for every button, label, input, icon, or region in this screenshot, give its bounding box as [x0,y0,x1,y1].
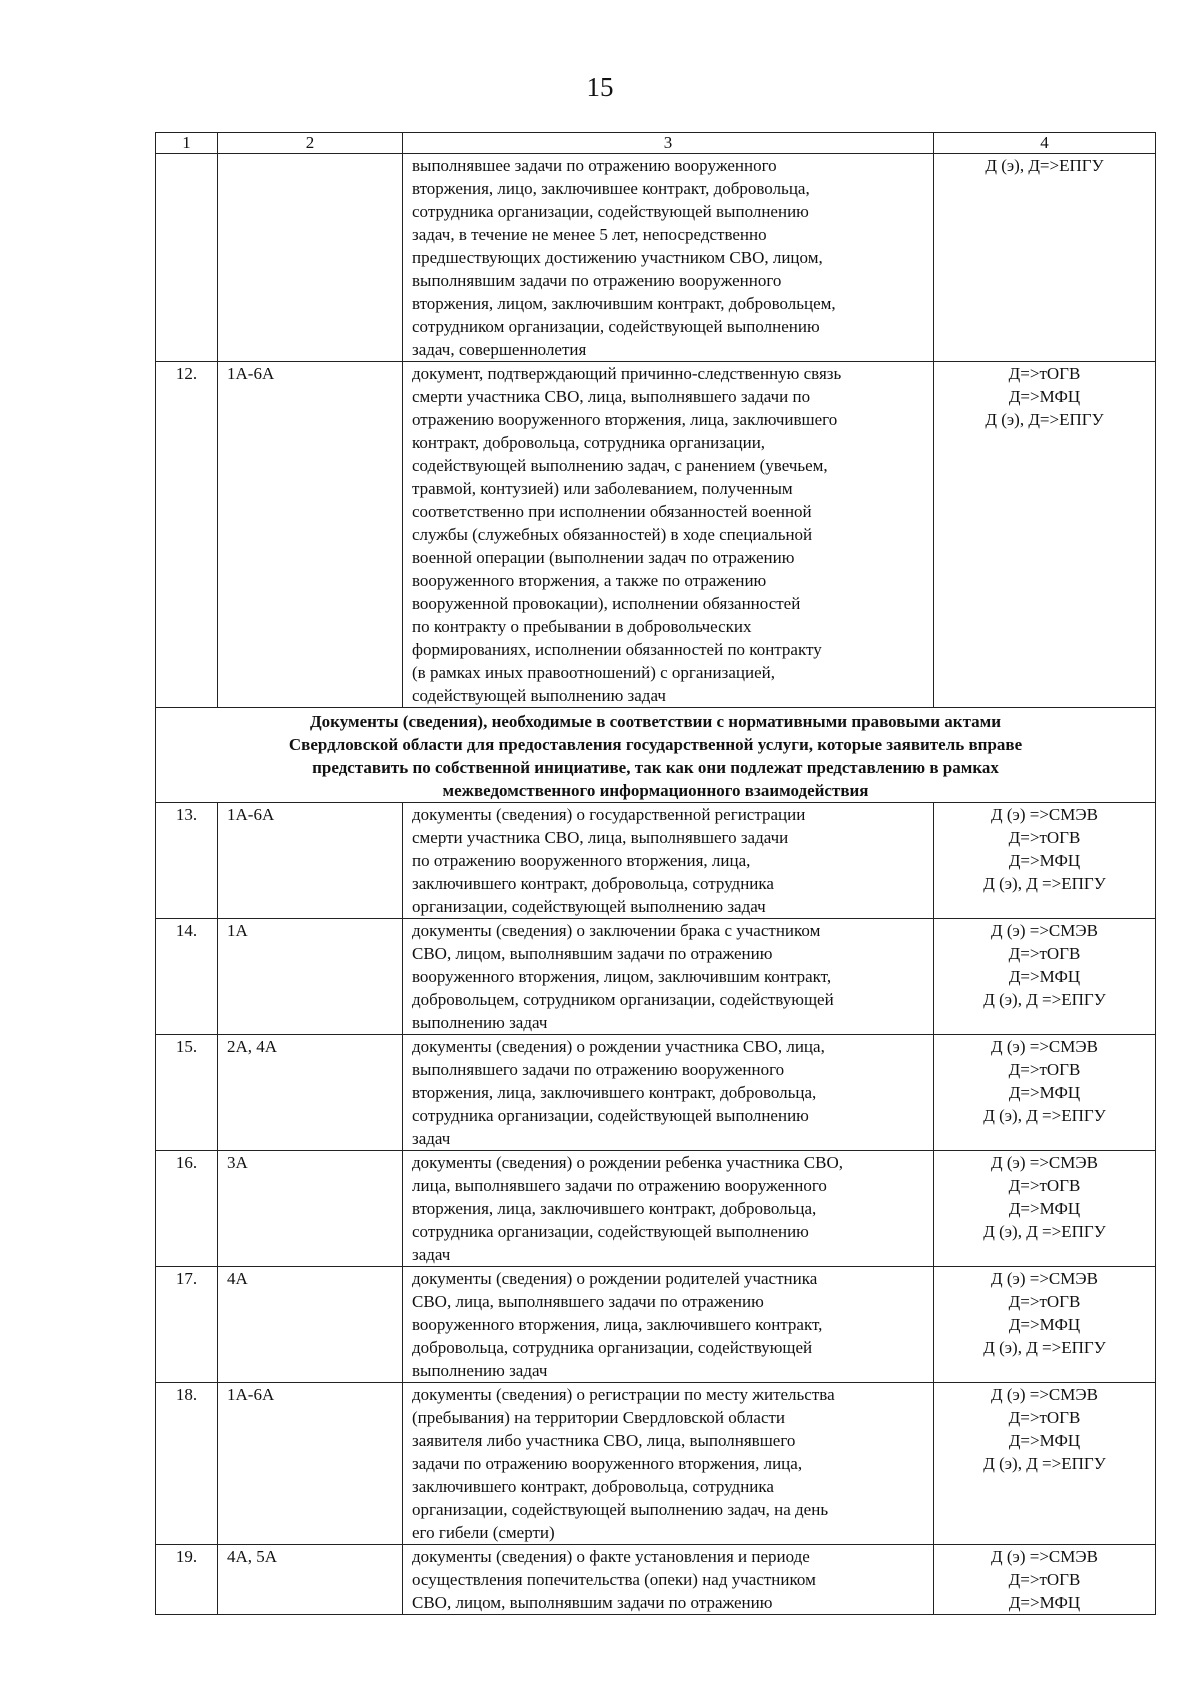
header-cell: 3 [403,133,934,154]
text-line: Д (э), Д =>ЕПГУ [983,1338,1106,1357]
applicant-categories: 1А-6А [218,803,403,919]
text-line: Д=>МФЦ [1008,1431,1081,1450]
text-line: выполнению задач [412,1013,548,1032]
text-line: межведомственного информационного взаимодействия [442,781,869,800]
text-line: вторжения, лица, заключившего контракт, добровольца, [412,1083,817,1102]
text-line: контракт, добровольца, сотрудника организации, [412,433,766,452]
page-number: 15 [586,72,614,102]
document-description [403,362,934,708]
row-number [156,154,218,362]
table-row [156,1267,1156,1383]
submission-methods [934,1383,1156,1545]
text-line: задачи по отражению вооруженного вторжения, лица, [412,1454,803,1473]
text-line: Д=>тОГВ [1008,1176,1081,1195]
text-line: предшествующих достижению участником СВО, лицом, [412,248,823,267]
row-number: 18. [156,1383,218,1545]
text-line: выполнявшего задачи по отражению вооруженного [412,1060,785,1079]
text-line: Д (э), Д =>ЕПГУ [983,1454,1106,1473]
text-line: (в рамках иных правоотношений) с организацией, [412,663,775,682]
section-header-row [156,708,1156,803]
applicant-categories: 2А, 4А [218,1035,403,1151]
text-line: по отражению вооруженного вторжения, лица, [412,851,751,870]
row-number: 14. [156,919,218,1035]
document-description [403,919,934,1035]
text-line: Д=>МФЦ [1008,1315,1081,1334]
text-line: Д=>тОГВ [1008,364,1081,383]
submission-methods [934,1545,1156,1615]
table-row [156,1383,1156,1545]
text-line: смерти участника СВО, лица, выполнявшего задачи по [412,387,811,406]
text-line: его гибели (смерти) [412,1523,555,1542]
submission-methods [934,919,1156,1035]
applicant-categories: 4А, 5А [218,1545,403,1615]
text-line: Д (э) =>СМЭВ [991,1269,1098,1288]
text-line: Д (э) =>СМЭВ [991,1037,1098,1056]
text-line: документы (сведения) о рождении родителей участника [412,1269,818,1288]
text-line: службы (служебных обязанностей) в ходе специальной [412,525,813,544]
submission-methods [934,1151,1156,1267]
section-heading [156,708,1156,803]
submission-methods [934,154,1156,362]
document-description [403,1151,934,1267]
document-description [403,154,934,362]
text-line: вторжения, лица, заключившего контракт, добровольца, [412,1199,817,1218]
table-row [156,362,1156,708]
text-line: Д (э) =>СМЭВ [991,805,1098,824]
text-line: Д (э), Д=>ЕПГУ [985,156,1104,175]
text-line: осуществления попечительства (опеки) над участником [412,1570,816,1589]
text-line: задач [412,1245,451,1264]
text-line: Д=>МФЦ [1008,1199,1081,1218]
table-header-row [156,133,1156,154]
row-number: 17. [156,1267,218,1383]
text-line: выполнявшим задачи по отражению вооруженного [412,271,782,290]
header-cell: 1 [156,133,218,154]
submission-methods [934,803,1156,919]
table-row [156,1035,1156,1151]
text-line: военной операции (выполнении задач по отражению [412,548,795,567]
text-line: отражению вооруженного вторжения, лица, заключившего [412,410,838,429]
text-line: сотрудника организации, содействующей выполнению [412,202,809,221]
text-line: Д (э) =>СМЭВ [991,1547,1098,1566]
table-row [156,154,1156,362]
text-line: Д (э) =>СМЭВ [991,921,1098,940]
text-line: добровольцем, сотрудником организации, содействующей [412,990,834,1009]
submission-methods [934,1267,1156,1383]
row-number: 15. [156,1035,218,1151]
text-line: представить по собственной инициативе, так как они подлежат представлению в рамках [312,758,999,777]
text-line: вторжения, лицом, заключившим контракт, добровольцем, [412,294,836,313]
text-line: СВО, лицом, выполнявшим задачи по отражению [412,944,773,963]
row-number: 19. [156,1545,218,1615]
applicant-categories: 1А-6А [218,362,403,708]
text-line: сотрудником организации, содействующей выполнению [412,317,820,336]
document-description [403,803,934,919]
text-line: сотрудника организации, содействующей выполнению [412,1222,809,1241]
text-line: добровольца, сотрудника организации, содействующей [412,1338,813,1357]
document-description [403,1383,934,1545]
text-line: формированиях, исполнении обязанностей по контракту [412,640,822,659]
document-description [403,1545,934,1615]
table-row [156,1545,1156,1615]
text-line: задач, в течение не менее 5 лет, непосредственно [412,225,767,244]
text-line: Д (э), Д =>ЕПГУ [983,1222,1106,1241]
applicant-categories: 4А [218,1267,403,1383]
text-line: документы (сведения) о рождении участника СВО, лица, [412,1037,825,1056]
text-line: документы (сведения) о государственной регистрации [412,805,806,824]
document-description [403,1267,934,1383]
header-cell: 4 [934,133,1156,154]
text-line: содействующей выполнению задач [412,686,666,705]
text-line: Д=>МФЦ [1008,1083,1081,1102]
text-line: СВО, лицом, выполнявшим задачи по отражению [412,1593,773,1612]
text-line: соответственно при исполнении обязанностей военной [412,502,812,521]
text-line: Д=>тОГВ [1008,944,1081,963]
applicant-categories: 1А [218,919,403,1035]
table-row [156,1151,1156,1267]
row-number: 12. [156,362,218,708]
text-line: Д (э) =>СМЭВ [991,1385,1098,1404]
text-line: задач, совершеннолетия [412,340,587,359]
applicant-categories: 3А [218,1151,403,1267]
applicant-categories [218,154,403,362]
text-line: вторжения, лицо, заключившее контракт, добровольца, [412,179,810,198]
text-line: Документы (сведения), необходимые в соответствии с нормативными правовыми актами [309,712,1002,731]
row-number: 16. [156,1151,218,1267]
text-line: заявителя либо участника СВО, лица, выполнявшего [412,1431,796,1450]
text-line: Д=>тОГВ [1008,828,1081,847]
text-line: вооруженного вторжения, лицом, заключившим контракт, [412,967,832,986]
text-line: по контракту о пребывании в добровольческих [412,617,752,636]
text-line: Д=>тОГВ [1008,1292,1081,1311]
text-line: документы (сведения) о регистрации по месту жительства [412,1385,835,1404]
applicant-categories: 1А-6А [218,1383,403,1545]
text-line: Д (э), Д=>ЕПГУ [985,410,1104,429]
documents-table [155,132,1156,1615]
text-line: травмой, контузией) или заболеванием, полученным [412,479,793,498]
text-line: Свердловской области для предоставления государственной услуги, которые заявитель вправе [288,735,1023,754]
submission-methods [934,1035,1156,1151]
table-row [156,919,1156,1035]
text-line: задач [412,1129,451,1148]
text-line: (пребывания) на территории Свердловской области [412,1408,786,1427]
text-line: вооруженного вторжения, а также по отражению [412,571,767,590]
text-line: документы (сведения) о заключении брака с участником [412,921,821,940]
text-line: организации, содействующей выполнению задач, на день [412,1500,829,1519]
text-line: Д=>МФЦ [1008,851,1081,870]
text-line: документ, подтверждающий причинно-следственную связь [412,364,842,383]
row-number: 13. [156,803,218,919]
text-line: вооруженного вторжения, лица, заключившего контракт, [412,1315,823,1334]
text-line: Д=>тОГВ [1008,1060,1081,1079]
text-line: сотрудника организации, содействующей выполнению [412,1106,809,1125]
header-cell: 2 [218,133,403,154]
text-line: документы (сведения) о факте установления и периоде [412,1547,810,1566]
text-line: выполнению задач [412,1361,548,1380]
text-line: Д (э), Д =>ЕПГУ [983,874,1106,893]
table-row [156,803,1156,919]
text-line: Д=>МФЦ [1008,1593,1081,1612]
text-line: документы (сведения) о рождении ребенка участника СВО, [412,1153,844,1172]
submission-methods [934,362,1156,708]
text-line: Д=>МФЦ [1008,387,1081,406]
text-line: выполнявшее задачи по отражению вооруженного [412,156,777,175]
text-line: Д=>тОГВ [1008,1570,1081,1589]
text-line: Д (э), Д =>ЕПГУ [983,1106,1106,1125]
text-line: организации, содействующей выполнению задач [412,897,766,916]
text-line: смерти участника СВО, лица, выполнявшего задачи [412,828,789,847]
text-line: лица, выполнявшего задачи по отражению вооруженного [412,1176,827,1195]
document-description [403,1035,934,1151]
text-line: заключившего контракт, добровольца, сотрудника [412,874,774,893]
text-line: Д=>МФЦ [1008,967,1081,986]
text-line: Д=>тОГВ [1008,1408,1081,1427]
text-line: заключившего контракт, добровольца, сотрудника [412,1477,774,1496]
text-line: СВО, лица, выполнявшего задачи по отражению [412,1292,764,1311]
text-line: Д (э) =>СМЭВ [991,1153,1098,1172]
text-line: вооруженной провокации), исполнении обязанностей [412,594,801,613]
text-line: содействующей выполнению задач, с ранением (увечьем, [412,456,828,475]
text-line: Д (э), Д =>ЕПГУ [983,990,1106,1009]
